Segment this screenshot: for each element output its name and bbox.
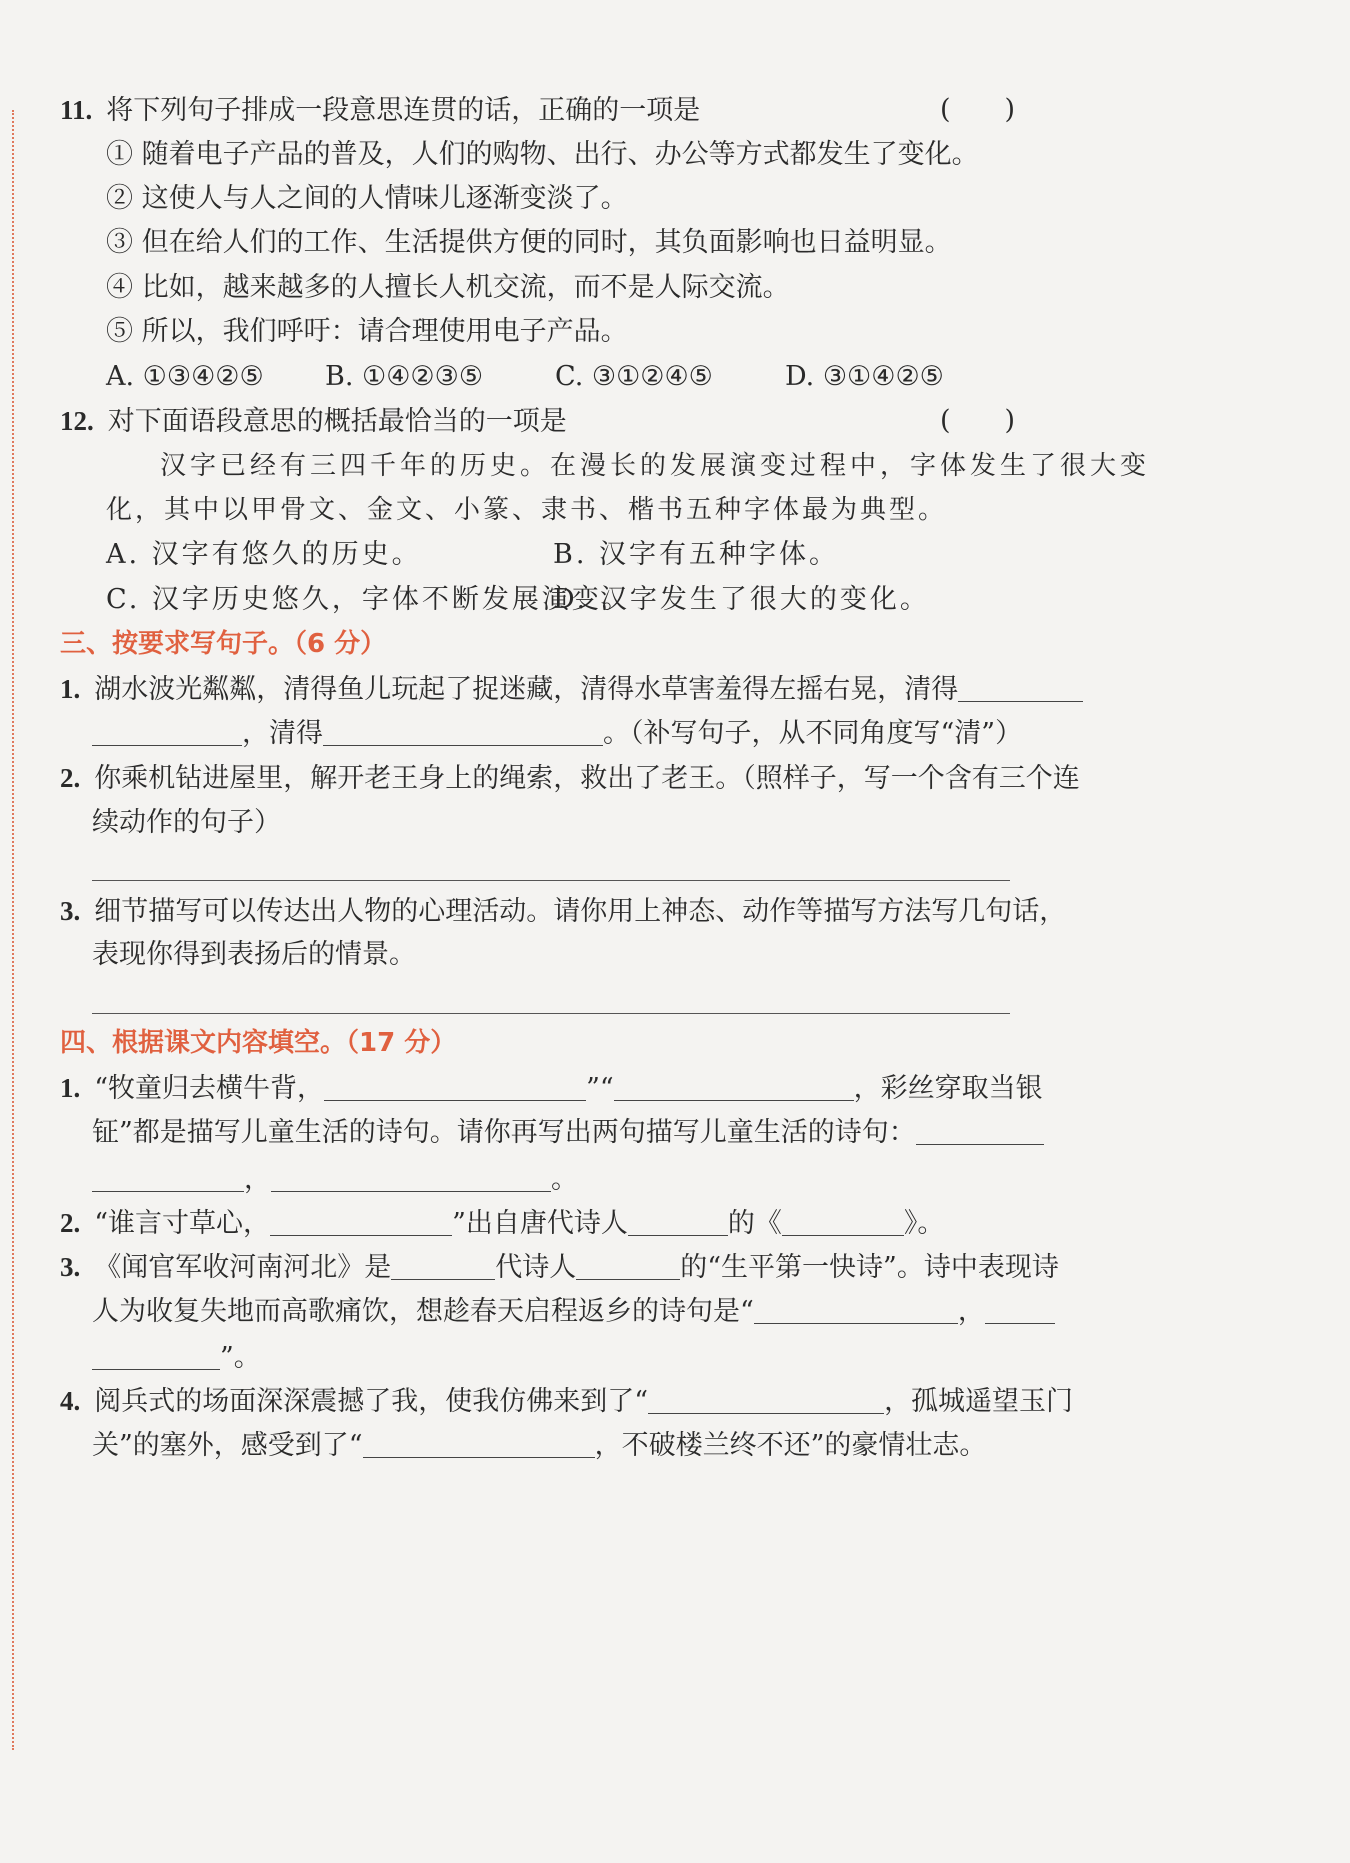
s4-q1-line-1: 1. “牧童归去横牛背， ”“ ，彩丝穿取当银 [60, 1073, 1043, 1104]
section-4-title: 四、根据课文内容填空。（17 分） [60, 1028, 457, 1058]
s4-q4-line-1: 4. 阅兵式的场面深深震撼了我，使我仿佛来到了“ ，孤城遥望玉门 [60, 1386, 1074, 1417]
s3-q3-line-1: 3. 细节描写可以传达出人物的心理活动。请你用上神态、动作等描写方法写几句话， [60, 896, 1067, 927]
q11-number: 11. [60, 95, 93, 125]
s4-q2-blank-1[interactable] [270, 1211, 452, 1236]
section-3-title: 三、按要求写句子。（6 分） [60, 629, 387, 659]
s3-q1-line-1: 1. 湖水波光粼粼，清得鱼儿玩起了捉迷藏，清得水草害羞得左摇右晃，清得 [60, 671, 1083, 708]
q11-option-b[interactable]: B. ①④②③⑤ [325, 361, 484, 392]
q11-option-a[interactable]: A. ①③④②⑤ [106, 361, 264, 392]
q12-option-c[interactable]: C. 汉字历史悠久，字体不断发展演变。 [106, 584, 632, 615]
s4-q1-line-3: ， 。 [92, 1162, 578, 1198]
q12-stem: 12. 对下面语段意思的概括最恰当的一项是 [60, 406, 567, 437]
q11-option-d[interactable]: D. ③①④②⑤ [785, 361, 944, 392]
s4-q3-blank-2[interactable] [576, 1255, 680, 1280]
q12-option-b[interactable]: B. 汉字有五种字体。 [553, 539, 840, 570]
s4-q3-blank-4[interactable] [985, 1299, 1055, 1324]
s4-q2-number: 2. [60, 1208, 81, 1238]
s4-q1-blank-1[interactable] [324, 1076, 586, 1101]
q11-option-c[interactable]: C. ③①②④⑤ [555, 361, 713, 392]
q11-answer-paren[interactable]: () [940, 94, 1070, 125]
s3-q2-number: 2. [60, 763, 81, 793]
q11-stem: 11. 将下列句子排成一段意思连贯的话，正确的一项是 [60, 95, 701, 126]
s4-q1-blank-2[interactable] [614, 1076, 854, 1101]
q12-answer-paren[interactable]: () [940, 405, 1070, 436]
s4-q3-blank-4-cont[interactable] [92, 1345, 220, 1370]
s4-q3-number: 3. [60, 1252, 81, 1282]
s3-q3-answer-line[interactable] [92, 1013, 1010, 1014]
s4-q1-blank-3[interactable] [916, 1120, 1044, 1145]
s4-q1-blank-3-cont[interactable] [92, 1167, 244, 1192]
s3-q3-number: 3. [60, 896, 81, 926]
s3-q1-blank-1-cont[interactable] [92, 721, 242, 746]
q11-sentence-2: ② 这使人与人之间的人情味儿逐渐变淡了。 [106, 183, 628, 214]
s4-q4-blank-2[interactable] [363, 1433, 595, 1458]
s3-q1-number: 1. [60, 674, 81, 704]
q12-passage-line-1: 汉字已经有三四千年的历史。在漫长的发展演变过程中，字体发生了很大变 [160, 451, 1151, 481]
q11-sentence-1: ① 随着电子产品的普及，人们的购物、出行、办公等方式都发生了变化。 [106, 139, 979, 170]
q11-sentence-3: ③ 但在给人们的工作、生活提供方便的同时，其负面影响也日益明显。 [106, 227, 952, 258]
q12-option-d[interactable]: D. 汉字发生了很大的变化。 [553, 584, 930, 615]
s4-q3-blank-3[interactable] [754, 1299, 958, 1324]
s4-q3-line-1: 3. 《闻官军收河南河北》是 代诗人 的“生平第一快诗”。诗中表现诗 [60, 1252, 1059, 1283]
q12-passage-line-2: 化，其中以甲骨文、金文、小篆、隶书、楷书五种字体最为典型。 [106, 495, 948, 525]
s4-q2-blank-3[interactable] [782, 1211, 904, 1236]
s4-q2-blank-2[interactable] [628, 1211, 728, 1236]
s4-q3-line-2: 人为收复失地而高歌痛饮，想趁春天启程返乡的诗句是“ ， [92, 1294, 1055, 1330]
s3-q1-blank-1[interactable] [958, 677, 1083, 702]
s3-q2-line-1: 2. 你乘机钻进屋里，解开老王身上的绳索，救出了老王。（照样子，写一个含有三个连 [60, 763, 1080, 794]
s4-q4-blank-1[interactable] [648, 1389, 884, 1414]
s3-q2-line-2: 续动作的句子） [92, 807, 281, 838]
s4-q4-number: 4. [60, 1386, 81, 1416]
s3-q2-answer-line[interactable] [92, 880, 1010, 881]
s3-q3-line-2: 表现你得到表扬后的情景。 [92, 939, 416, 970]
s3-q1-line-2: ，清得 。（补写句子，从不同角度写“清”） [92, 716, 1022, 752]
s4-q1-number: 1. [60, 1073, 81, 1103]
s4-q4-line-2: 关”的塞外，感受到了“ ，不破楼兰终不还”的豪情壮志。 [92, 1430, 987, 1461]
margin-dotted-line [12, 110, 14, 1750]
q11-sentence-4: ④ 比如，越来越多的人擅长人机交流，而不是人际交流。 [106, 272, 790, 303]
s3-q1-blank-2[interactable] [323, 721, 603, 746]
s4-q3-line-3: ”。 [92, 1340, 261, 1376]
s4-q3-blank-1[interactable] [391, 1255, 495, 1280]
s4-q2-line: 2. “谁言寸草心， ”出自唐代诗人 的《 》。 [60, 1208, 945, 1239]
s4-q1-blank-4[interactable] [271, 1167, 551, 1192]
q12-number: 12. [60, 406, 94, 436]
s4-q1-line-2: 钲”都是描写儿童生活的诗句。请你再写出两句描写儿童生活的诗句： [92, 1115, 1044, 1151]
q11-sentence-5: ⑤ 所以，我们呼吁：请合理使用电子产品。 [106, 316, 628, 347]
q12-option-a[interactable]: A. 汉字有悠久的历史。 [106, 539, 422, 570]
